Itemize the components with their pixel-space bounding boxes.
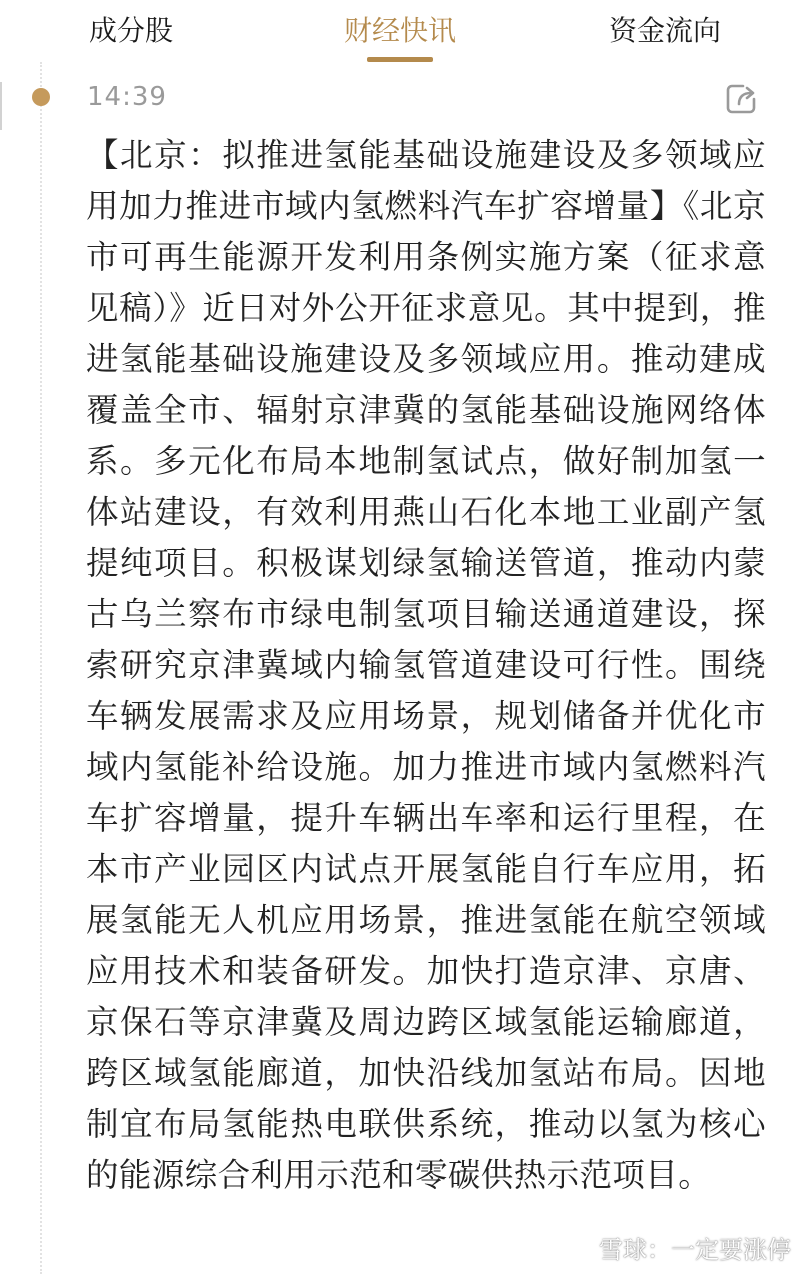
snowball-logo-icon [565, 1236, 593, 1264]
watermark [565, 1234, 791, 1266]
tab-capital-flow[interactable]: 资金流向 [609, 14, 722, 47]
news-time: 14:39 [87, 82, 167, 112]
tab-bar [0, 0, 800, 62]
timeline-dot [32, 88, 50, 106]
news-content: 【北京：拟推进氢能基础设施建设及多领域应用加力推进市域内氢燃料汽车扩容增量】《北京市可再生能源开发利用条例实施方案（征求意见稿）》近日对外公开征求意见。其中提到，推进氢能基础设施建设及多领域应用。推动建成覆盖全市、辐射京津冀的氢能基础设施网络体系。多元化布局本地制氢试点，做好制加氢一体站建设，有效利用燕山石化本地工业副产氢提纯项目。积极谋划绿氢输送管道，推动内蒙古乌兰察布市绿电制氢项目输送通道建设，探索研究京津冀域内输氢管道建设可行性。围绕车辆发展需求及应用场景，规划储备并优化市域内氢能补给设施。加力推进市域内氢燃料汽车扩容增量，提升车辆出车率和运行里程，在本市产业园区内试点开展氢能自行车应用，拓展氢能无人机应用场景，推进氢能在航空领域应用技术和装备研发。加快打造京津、京唐、京保石等京津冀及周边跨区域氢能运输廊道，跨区域氢能廊道，加快沿线加氢站布局。因地制宜布局氢能热电联供系统，推动以氢为核心的能源综合利用示范和零碳供热示范项目。 [86, 136, 766, 1194]
tab-finance-flash[interactable]: 财经快讯 [344, 14, 457, 47]
share-icon-graphic [722, 80, 760, 118]
timeline-line [40, 62, 42, 1274]
watermark-text: 雪球：一定要涨停 [599, 1236, 791, 1264]
share-icon[interactable] [722, 80, 760, 118]
scroll-edge-marker [0, 82, 2, 130]
active-tab-indicator [367, 57, 433, 62]
tab-constituent-stocks[interactable]: 成分股 [89, 14, 174, 47]
